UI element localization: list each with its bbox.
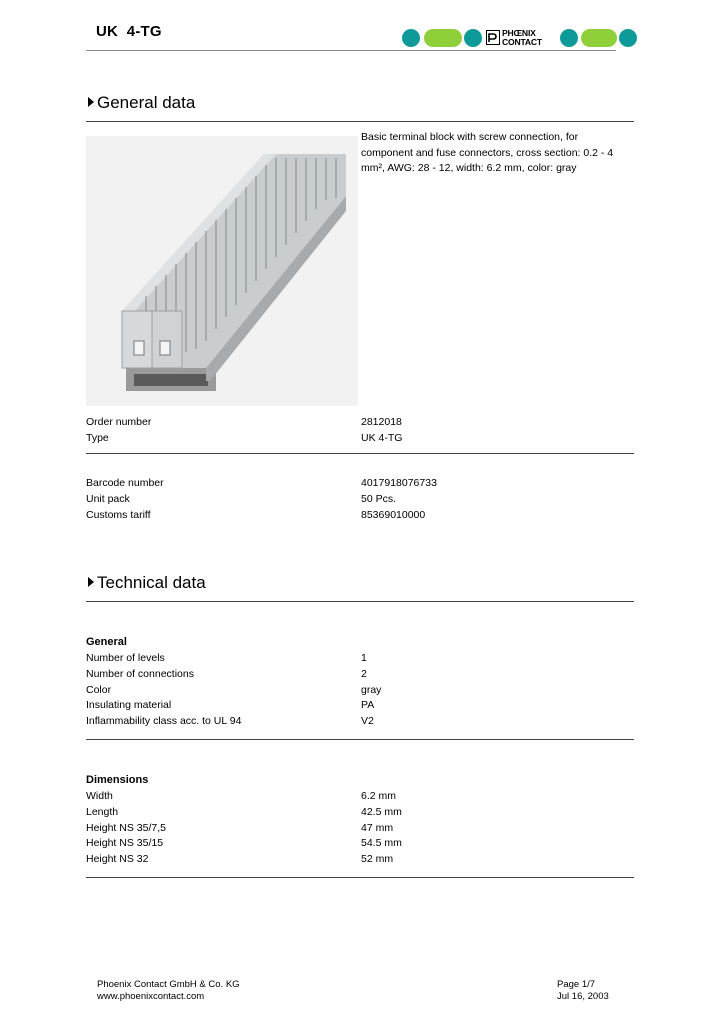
green-pill-icon — [424, 29, 462, 47]
label-type: Type — [86, 432, 109, 444]
label-inflammability-class: Inflammability class acc. to UL 94 — [86, 715, 242, 727]
section-heading-general-data: General data — [88, 93, 195, 113]
value-number-of-connections: 2 — [361, 668, 367, 680]
section-heading-technical-data: Technical data — [88, 573, 206, 593]
label-number-of-connections: Number of connections — [86, 668, 194, 680]
value-customs-tariff: 85369010000 — [361, 509, 426, 521]
subheading-general: General — [86, 636, 127, 648]
label-number-of-levels: Number of levels — [86, 652, 165, 664]
label-width: Width — [86, 790, 113, 802]
label-order-number: Order number — [86, 416, 152, 428]
table-divider — [86, 877, 634, 878]
green-pill-icon — [581, 29, 617, 47]
brand-bar — [402, 27, 638, 49]
teal-dot-icon — [402, 29, 420, 47]
section-divider — [86, 601, 634, 602]
value-length: 42.5 mm — [361, 806, 402, 818]
label-customs-tariff: Customs tariff — [86, 509, 151, 521]
footer-website[interactable]: www.phoenixcontact.com — [97, 991, 205, 1002]
header-divider — [86, 50, 616, 51]
value-unit-pack: 50 Pcs. — [361, 493, 397, 505]
phoenix-contact-logo — [486, 29, 556, 47]
value-order-number: 2812018 — [361, 416, 402, 428]
label-insulating-material: Insulating material — [86, 699, 172, 711]
product-image — [86, 136, 358, 406]
logo-mark-icon — [486, 30, 500, 45]
label-height-ns35-15: Height NS 35/15 — [86, 837, 164, 849]
logo-text: PHŒNIX CONTACT — [502, 28, 542, 47]
section-arrow-icon — [88, 97, 94, 107]
value-height-ns32: 52 mm — [361, 853, 394, 865]
table-divider — [86, 739, 634, 740]
value-type: UK 4-TG — [361, 432, 403, 444]
teal-dot-icon — [464, 29, 482, 47]
label-height-ns32: Height NS 32 — [86, 853, 149, 865]
label-barcode-number: Barcode number — [86, 477, 164, 489]
value-width: 6.2 mm — [361, 790, 397, 802]
value-height-ns35-15: 54.5 mm — [361, 837, 402, 849]
value-number-of-levels: 1 — [361, 652, 367, 664]
value-inflammability-class: V2 — [361, 715, 374, 727]
label-length: Length — [86, 806, 119, 818]
value-insulating-material: PA — [361, 699, 375, 711]
section-arrow-icon — [88, 577, 94, 587]
label-color: Color — [86, 684, 112, 696]
document-title: UK 4-TG — [96, 23, 162, 40]
footer-date: Jul 16, 2003 — [557, 991, 609, 1002]
teal-dot-icon — [560, 29, 578, 47]
teal-dot-icon — [619, 29, 637, 47]
value-color: gray — [361, 684, 382, 696]
product-description: Basic terminal block with screw connection, for component and fuse connectors, cross section: 0.2 - 4 mm², AWG: 28 - 12, width: 6.2 mm, color: gray — [361, 131, 614, 174]
label-height-ns35-7-5: Height NS 35/7,5 — [86, 822, 166, 834]
footer-page-number: Page 1/7 — [557, 979, 596, 990]
footer-company: Phoenix Contact GmbH & Co. KG — [97, 979, 240, 990]
label-unit-pack: Unit pack — [86, 493, 130, 505]
table-divider — [86, 453, 634, 454]
section-divider — [86, 121, 634, 122]
subheading-dimensions: Dimensions — [86, 774, 149, 786]
value-height-ns35-7-5: 47 mm — [361, 822, 394, 834]
value-barcode-number: 4017918076733 — [361, 477, 437, 489]
